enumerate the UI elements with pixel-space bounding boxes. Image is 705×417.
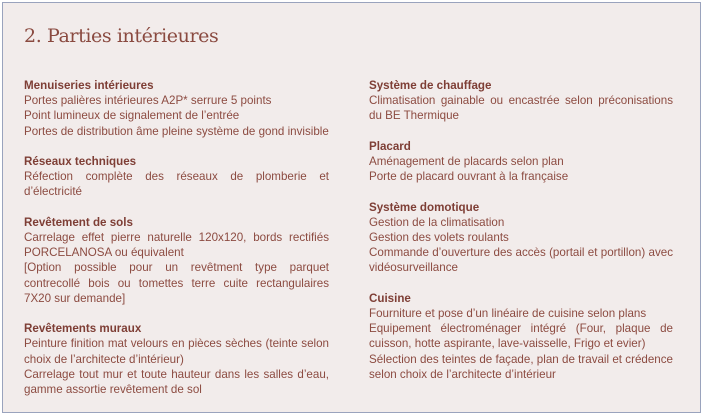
section-line: Carrelage effet pierre naturelle 120x120, bords rectifiés PORCELANOSA ou équivalent [24, 231, 329, 260]
section-line: Point lumineux de signalement de l’entrée [24, 109, 240, 123]
section-heading: Revêtements muraux [24, 322, 142, 336]
section-heading: Menuiseries intérieures [24, 79, 154, 92]
section-line: Portes de distribution âme pleine système de gond invisible [24, 124, 329, 138]
section-heading: Système de chauffage [369, 79, 492, 92]
section-line: Gestion de la climatisation [369, 215, 505, 229]
section-domotique [369, 200, 673, 276]
section-line: Climatisation gainable ou encastrée selon préconisations du BE Thermique [369, 94, 673, 123]
section-line: Carrelage tout mur et toute hauteur dans les salles d’eau, gamme assortie revêtement de sol [24, 367, 329, 397]
left-column [24, 78, 329, 412]
section-line: Commande d’ouverture des accès (portail et portillon) avec vidéosurveillance [369, 246, 673, 275]
section-line: [Option possible pour un revêtment type parquet contrecollé bois ou tomettes terre cuite rectangulaires 7X20 sur demande] [24, 261, 329, 305]
section-placard [369, 139, 673, 185]
section-reseaux [24, 154, 329, 200]
section-line: Portes palières intérieures A2P* serrure 5 points [24, 94, 272, 108]
section-muraux [24, 321, 329, 397]
section-chauffage [369, 78, 673, 124]
section-line: Equipement électroménager intégré (Four, plaque de cuisson, hotte aspirante, lave-vaisselle, Frigo et evier) [369, 322, 673, 351]
section-line: Fourniture et pose d’un linéaire de cuisine selon plans [369, 307, 647, 320]
section-menuiseries [24, 78, 329, 139]
section-line: Gestion des volets roulants [369, 231, 509, 244]
section-heading: Réseaux techniques [24, 155, 137, 168]
section-line: Peinture finition mat velours en pièces sèches (teinte selon choix de l’architecte d’intérieur) [24, 337, 329, 366]
document-page [2, 2, 701, 413]
section-heading: Cuisine [369, 291, 411, 305]
page-title: 2. Parties intérieures [24, 25, 219, 47]
section-line: Porte de placard ouvrant à la française [369, 170, 569, 184]
section-heading: Système domotique [369, 200, 480, 214]
section-line: Sélection des teintes de façade, plan de travail et crédence selon choix de l’architecte d’intérieur [369, 352, 673, 381]
section-cuisine [369, 291, 673, 382]
section-sols [24, 215, 329, 306]
section-line: Aménagement de placards selon plan [369, 155, 564, 168]
section-line: Réfection complète des réseaux de plomberie et d’électricité [24, 170, 329, 199]
section-heading: Placard [369, 139, 411, 153]
section-heading: Revêtement de sols [24, 215, 133, 229]
right-column [369, 78, 673, 397]
